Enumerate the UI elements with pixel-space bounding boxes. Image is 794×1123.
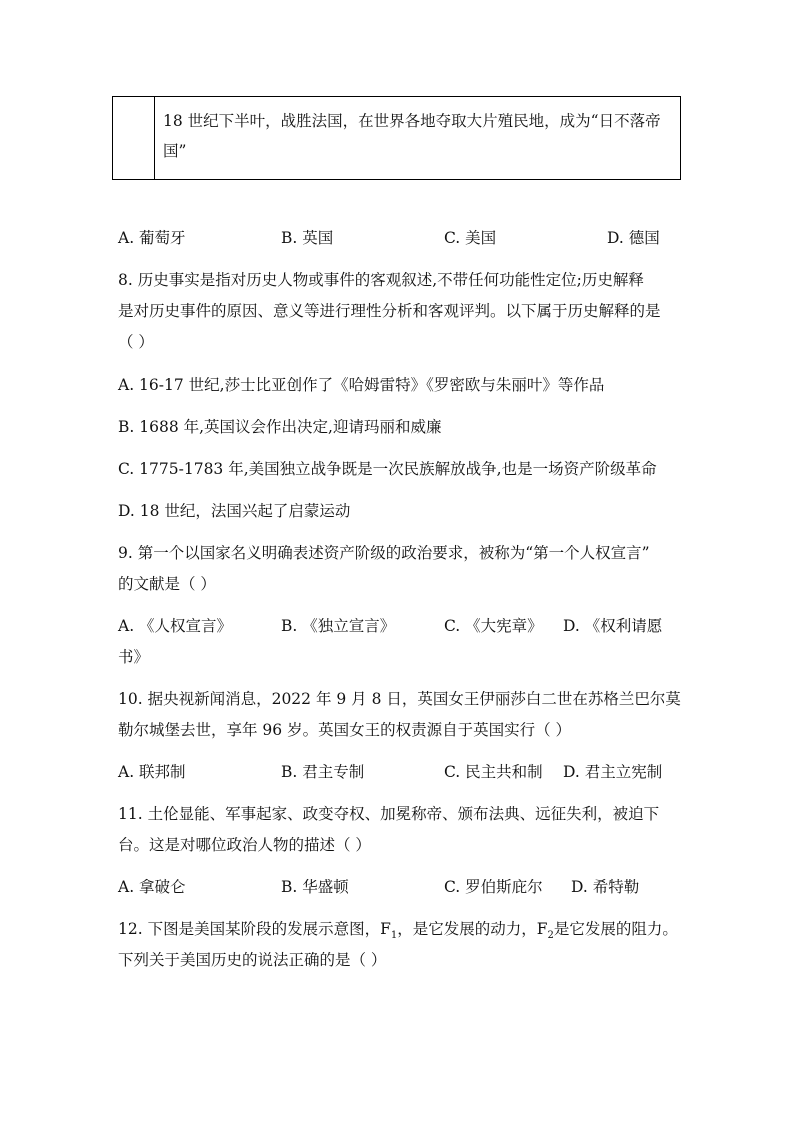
q8-stem-line-1: 8. 历史事实是指对历史人物或事件的客观叙述,不带任何功能性定位;历史解释 (118, 271, 644, 289)
q9-stem-line-2: 的文献是（ ） (118, 575, 216, 593)
q11-option-c[interactable]: C. 罗伯斯庇尔 (444, 878, 543, 896)
q12-stem-part-c: 是它发展的阻力。 (553, 920, 678, 938)
q7-option-b[interactable]: B. 英国 (281, 229, 334, 247)
q8-option-a[interactable]: A. 16-17 世纪,莎士比亚创作了《哈姆雷特》《罗密欧与朱丽叶》等作品 (118, 376, 605, 394)
question-7-table (112, 96, 681, 180)
q8-answer-blank: （ ） (118, 333, 154, 351)
q8-option-d[interactable]: D. 18 世纪，法国兴起了启蒙运动 (118, 502, 351, 520)
q9-option-a[interactable]: A. 《人权宣言》 (118, 617, 233, 635)
q9-stem-line-1: 9. 第一个以国家名义明确表述资产阶级的政治要求，被称为“第一个人权宣言” (118, 544, 650, 562)
q11-option-b[interactable]: B. 华盛顿 (281, 878, 349, 896)
q8-option-c[interactable]: C. 1775-1783 年,美国独立战争既是一次民族解放战争,也是一场资产阶级革命 (118, 460, 657, 478)
q12-stem-part-a: 12. 下图是美国某阶段的发展示意图，F (118, 920, 391, 938)
table-left-cell (113, 97, 155, 179)
q12-stem-line-2: 下列关于美国历史的说法正确的是（ ） (118, 951, 387, 969)
q9-option-d-wrap: 书》 (118, 648, 150, 666)
q9-option-b[interactable]: B. 《独立宣言》 (281, 617, 396, 635)
q11-stem-line-2: 台。这是对哪位政治人物的描述（ ） (118, 836, 371, 854)
q10-option-c[interactable]: C. 民主共和制 (444, 763, 543, 781)
q8-option-b[interactable]: B. 1688 年,英国议会作出决定,迎请玛丽和威廉 (118, 418, 442, 436)
q10-option-a[interactable]: A. 联邦制 (118, 763, 186, 781)
q10-stem-line-2: 勒尔城堡去世，享年 96 岁。英国女王的权责源自于英国实行（ ） (118, 721, 572, 739)
q12-stem-part-b: ，是它发展的动力，F (397, 920, 548, 938)
q7-option-d[interactable]: D. 德国 (607, 229, 660, 247)
q7-option-c[interactable]: C. 美国 (444, 229, 497, 247)
q11-option-a[interactable]: A. 拿破仑 (118, 878, 186, 896)
table-text-line-1: 18 世纪下半叶，战胜法国，在世界各地夺取大片殖民地，成为“日不落帝 (163, 112, 661, 130)
q8-stem-line-2: 是对历史事件的原因、意义等进行理性分析和客观评判。以下属于历史解释的是 (118, 302, 661, 320)
q10-stem-line-1: 10. 据央视新闻消息，2022 年 9 月 8 日，英国女王伊丽莎白二世在苏格兰巴尔莫 (118, 690, 681, 708)
q7-option-a[interactable]: A. 葡萄牙 (118, 229, 186, 247)
q9-option-d[interactable]: D. 《权利请愿 (563, 617, 663, 635)
q10-option-b[interactable]: B. 君主专制 (281, 763, 365, 781)
q10-option-d[interactable]: D. 君主立宪制 (563, 763, 663, 781)
q12-subscript-2: 2 (547, 930, 554, 942)
table-text-line-2: 国” (163, 142, 187, 160)
q12-stem-line-1 (118, 919, 678, 946)
q12-subscript-1: 1 (390, 930, 398, 942)
q9-option-c[interactable]: C. 《大宪章》 (444, 617, 543, 635)
table-right-cell (155, 97, 680, 179)
q11-stem-line-1: 11. 土伦显能、军事起家、政变夺权、加冕称帝、颁布法典、远征失利，被迫下 (118, 805, 660, 823)
q11-option-d[interactable]: D. 希特勒 (571, 878, 640, 896)
